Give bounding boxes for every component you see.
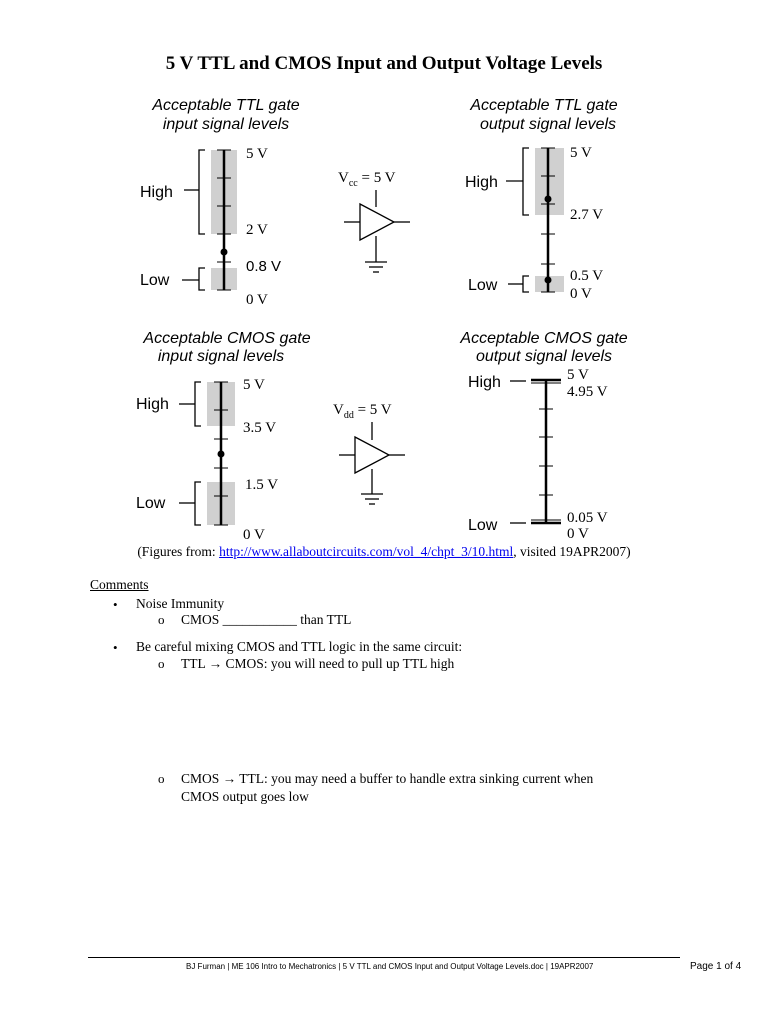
ttl-output-5v: 5 V — [570, 145, 592, 161]
cmos-output-diagram — [468, 367, 608, 542]
ttl-buffer-symbol — [338, 170, 410, 272]
cmos-output-495v: 4.95 V — [567, 384, 608, 400]
ttl-input-5v: 5 V — [246, 146, 268, 162]
svg-text:Vcc = 5 V — [338, 170, 396, 189]
cmos-output-heading-2: output signal levels — [475, 348, 613, 365]
ttl-output-high-label: High — [465, 174, 498, 191]
cmos-output-high-label: High — [468, 374, 501, 391]
bullet-disc-icon: • — [113, 597, 118, 612]
vdd-label: V — [333, 402, 344, 418]
footer-divider — [88, 957, 680, 958]
comment-item: Noise Immunity — [136, 596, 225, 611]
vcc-value: = 5 V — [357, 170, 396, 186]
cmos-input-heading-2: input signal levels — [157, 348, 285, 365]
bullet-circle-icon: o — [158, 771, 165, 786]
ttl-output-heading-2: output signal levels — [479, 116, 617, 133]
source-link[interactable]: http://www.allaboutcircuits.com/vol_4/chpt_3/10.html — [219, 544, 514, 559]
cmos-output-0v: 0 V — [567, 526, 589, 542]
comment-subitem-continuation: CMOS output goes low — [181, 789, 309, 804]
comment-subitem: TTL → CMOS: you will need to pull up TTL high — [181, 656, 455, 671]
ttl-output-high-band — [535, 148, 564, 215]
ttl-output-05v: 0.5 V — [570, 268, 604, 284]
ttl-input-heading-2: input signal levels — [162, 116, 290, 133]
ttl-output-heading-1: Acceptable TTL gate — [470, 97, 618, 114]
figure-caption — [0, 544, 768, 560]
comments-heading: Comments — [90, 577, 149, 592]
ttl-output-low-label: Low — [468, 277, 498, 294]
cmos-input-low-label: Low — [136, 495, 166, 512]
cmos-input-0v: 0 V — [243, 527, 265, 543]
page-title: 5 V TTL and CMOS Input and Output Voltage Levels — [165, 53, 603, 74]
cmos-input-high-label: High — [136, 396, 169, 413]
ttl-input-2v: 2 V — [246, 222, 268, 238]
ttl-input-diagram — [140, 146, 281, 308]
bullet-circle-icon: o — [158, 656, 165, 671]
ttl-output-27v: 2.7 V — [570, 207, 604, 223]
footer-text: BJ Furman | ME 106 Intro to Mechatronics | 5 V TTL and CMOS Input and Output Voltage Levels.doc | 19APR2007 — [186, 962, 594, 971]
ttl-input-08v: 0.8 V — [246, 258, 282, 275]
ttl-output-0v: 0 V — [570, 286, 592, 302]
bullet-disc-icon: • — [113, 640, 118, 655]
vcc-subscript: cc — [348, 178, 358, 189]
caption-prefix: (Figures from: — [137, 544, 220, 559]
vcc-label: V — [338, 170, 349, 186]
cmos-input-35v: 3.5 V — [243, 420, 277, 436]
comment-item: Be careful mixing CMOS and TTL logic in the same circuit: — [136, 639, 463, 654]
cmos-input-15v: 1.5 V — [245, 477, 279, 493]
ttl-output-diagram — [465, 145, 603, 302]
vdd-value: = 5 V — [353, 402, 392, 418]
ttl-input-low-label: Low — [140, 272, 170, 289]
cmos-input-5v: 5 V — [243, 377, 265, 393]
cmos-buffer-symbol — [333, 402, 405, 504]
ttl-input-0v: 0 V — [246, 292, 268, 308]
cmos-output-heading-1: Acceptable CMOS gate — [460, 330, 628, 347]
svg-text:Vdd = 5 V — [333, 402, 392, 421]
bullet-circle-icon: o — [158, 612, 165, 627]
cmos-output-5v: 5 V — [567, 367, 589, 383]
caption-suffix: , visited 19APR2007) — [513, 544, 631, 559]
vdd-subscript: dd — [343, 410, 354, 421]
ttl-input-high-label: High — [140, 184, 173, 201]
comment-subitem: CMOS → TTL: you may need a buffer to handle extra sinking current when — [181, 771, 594, 786]
cmos-input-diagram — [136, 377, 278, 543]
cmos-output-low-label: Low — [468, 517, 498, 534]
cmos-input-heading-1: Acceptable CMOS gate — [143, 330, 311, 347]
comment-subitem: CMOS ___________ than TTL — [181, 612, 352, 627]
cmos-output-005v: 0.05 V — [567, 510, 608, 526]
page-number: Page 1 of 4 — [690, 961, 742, 972]
ttl-input-heading-1: Acceptable TTL gate — [152, 97, 300, 114]
